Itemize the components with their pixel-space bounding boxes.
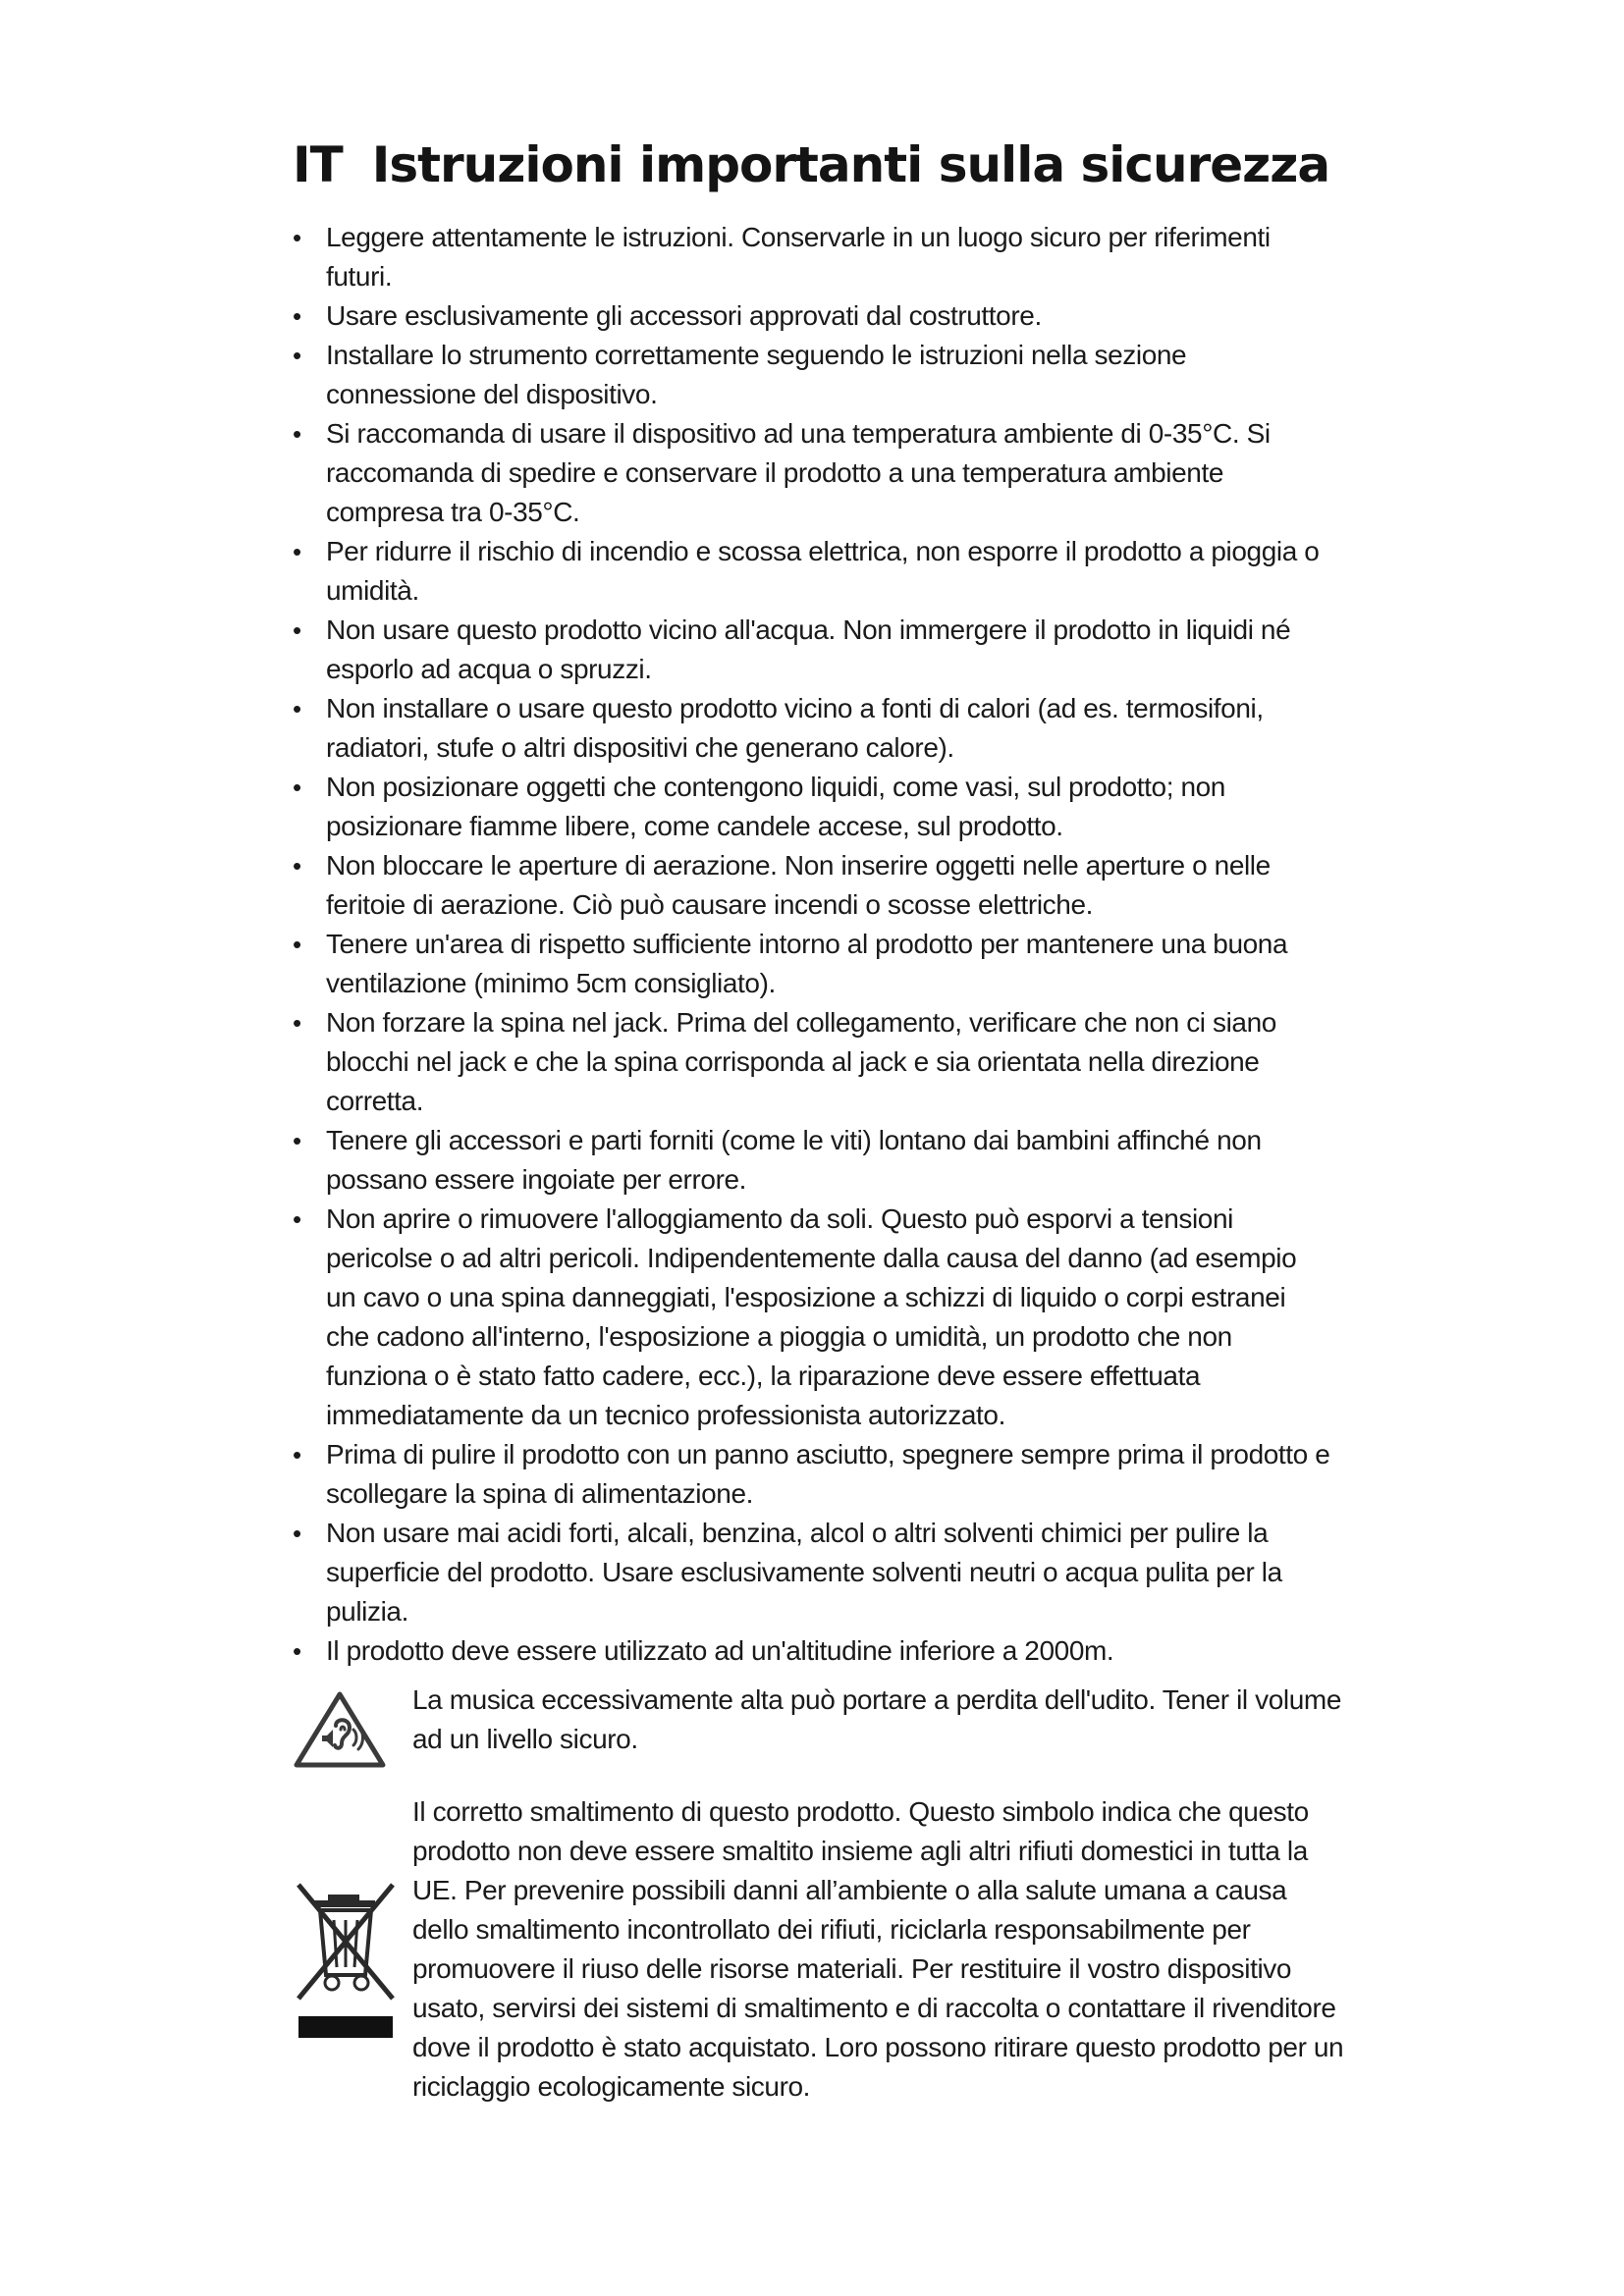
list-item: • Non bloccare le aperture di aerazione. Non inserire oggetti nelle aperture o nelle feritoie di aerazione. Ciò può causare incendi o scosse elettriche. [293,846,1333,925]
crossed-out-wheelie-bin-icon [293,1881,399,2053]
title-text: Istruzioni importanti sulla sicurezza [371,136,1330,193]
weee-disposal-text: Il corretto smaltimento di questo prodotto. Questo simbolo indica che questo prodotto non deve essere smaltito insieme agli altri rifiuti domestici in tutta la UE. Per prevenire possibili danni all’ambiente o alla salute umana a causa dello smaltimento incontrollato dei rifiuti, riciclarla responsabilmente per promuovere il riuso delle risorse materiali. Per restituire il vostro dispositivo usato, servirsi dei sistemi di smaltimento e di raccolta o contattare il rivenditore dove il prodotto è stato acquistato. Loro possono ritirare questo prodotto per un riciclaggio ecologicamente sicuro. [412,1796,1344,2102]
page-title [293,130,1329,200]
list-item: • Si raccomanda di usare il dispositivo ad una temperatura ambiente di 0-35°C. Si raccomanda di spedire e conservare il prodotto a una temperatura ambiente compresa tra 0-35°C. [293,414,1333,532]
hearing-warning-notice [293,1681,1341,1769]
list-item: • Per ridurre il rischio di incendio e scossa elettrica, non esporre il prodotto a pioggia o umidità. [293,532,1333,611]
weee-disposal-notice [293,1792,1344,2116]
list-item: • Non installare o usare questo prodotto vicino a fonti di calori (ad es. termosifoni, radiatori, stufe o altri dispositivi che generano calore). [293,689,1333,768]
hearing-warning-text: La musica eccessivamente alta può portare a perdita dell'udito. Tener il volume ad un livello sicuro. [412,1684,1341,1754]
list-item: • Leggere attentamente le istruzioni. Conservarle in un luogo sicuro per riferimenti futuri. [293,218,1333,296]
language-code: IT [293,136,343,193]
list-item: • Tenere gli accessori e parti forniti (come le viti) lontano dai bambini affinché non possano essere ingoiate per errore. [293,1121,1333,1200]
list-item: • Il prodotto deve essere utilizzato ad un'altitudine inferiore a 2000m. [293,1631,1333,1671]
hearing-warning-icon [293,1690,387,1774]
list-item: • Non posizionare oggetti che contengono liquidi, come vasi, sul prodotto; non posizionare fiamme libere, come candele accese, sul prodotto. [293,768,1333,846]
list-item: • Tenere un'area di rispetto sufficiente intorno al prodotto per mantenere una buona ventilazione (minimo 5cm consigliato). [293,925,1333,1003]
list-item: • Prima di pulire il prodotto con un panno asciutto, spegnere sempre prima il prodotto e scollegare la spina di alimentazione. [293,1435,1333,1514]
list-item: • Non usare questo prodotto vicino all'acqua. Non immergere il prodotto in liquidi né esporlo ad acqua o spruzzi. [293,611,1333,689]
list-item: • Non forzare la spina nel jack. Prima del collegamento, verificare che non ci siano blocchi nel jack e che la spina corrisponda al jack e sia orientata nella direzione corretta. [293,1003,1333,1121]
list-item: • Non usare mai acidi forti, alcali, benzina, alcol o altri solventi chimici per pulire la superficie del prodotto. Usare esclusivamente solventi neutri o acqua pulita per la pulizia. [293,1514,1333,1631]
safety-instructions-list [293,218,1333,1671]
list-item: • Installare lo strumento correttamente seguendo le istruzioni nella sezione connessione del dispositivo. [293,336,1333,414]
list-item: • Usare esclusivamente gli accessori approvati dal costruttore. [293,296,1333,336]
list-item: • Non aprire o rimuovere l'alloggiamento da soli. Questo può esporvi a tensioni pericolse o ad altri pericoli. Indipendentemente dalla causa del danno (ad esempio un cavo o una spina danneggiati, l'esposizione a schizzi di liquido o corpi estranei che cadono all'interno, l'esposizione a pioggia o umidità, un prodotto che non funziona o è stato fatto cadere, ecc.), la riparazione deve essere effettuata immediatamente da un tecnico professionista autorizzato. [293,1200,1333,1435]
